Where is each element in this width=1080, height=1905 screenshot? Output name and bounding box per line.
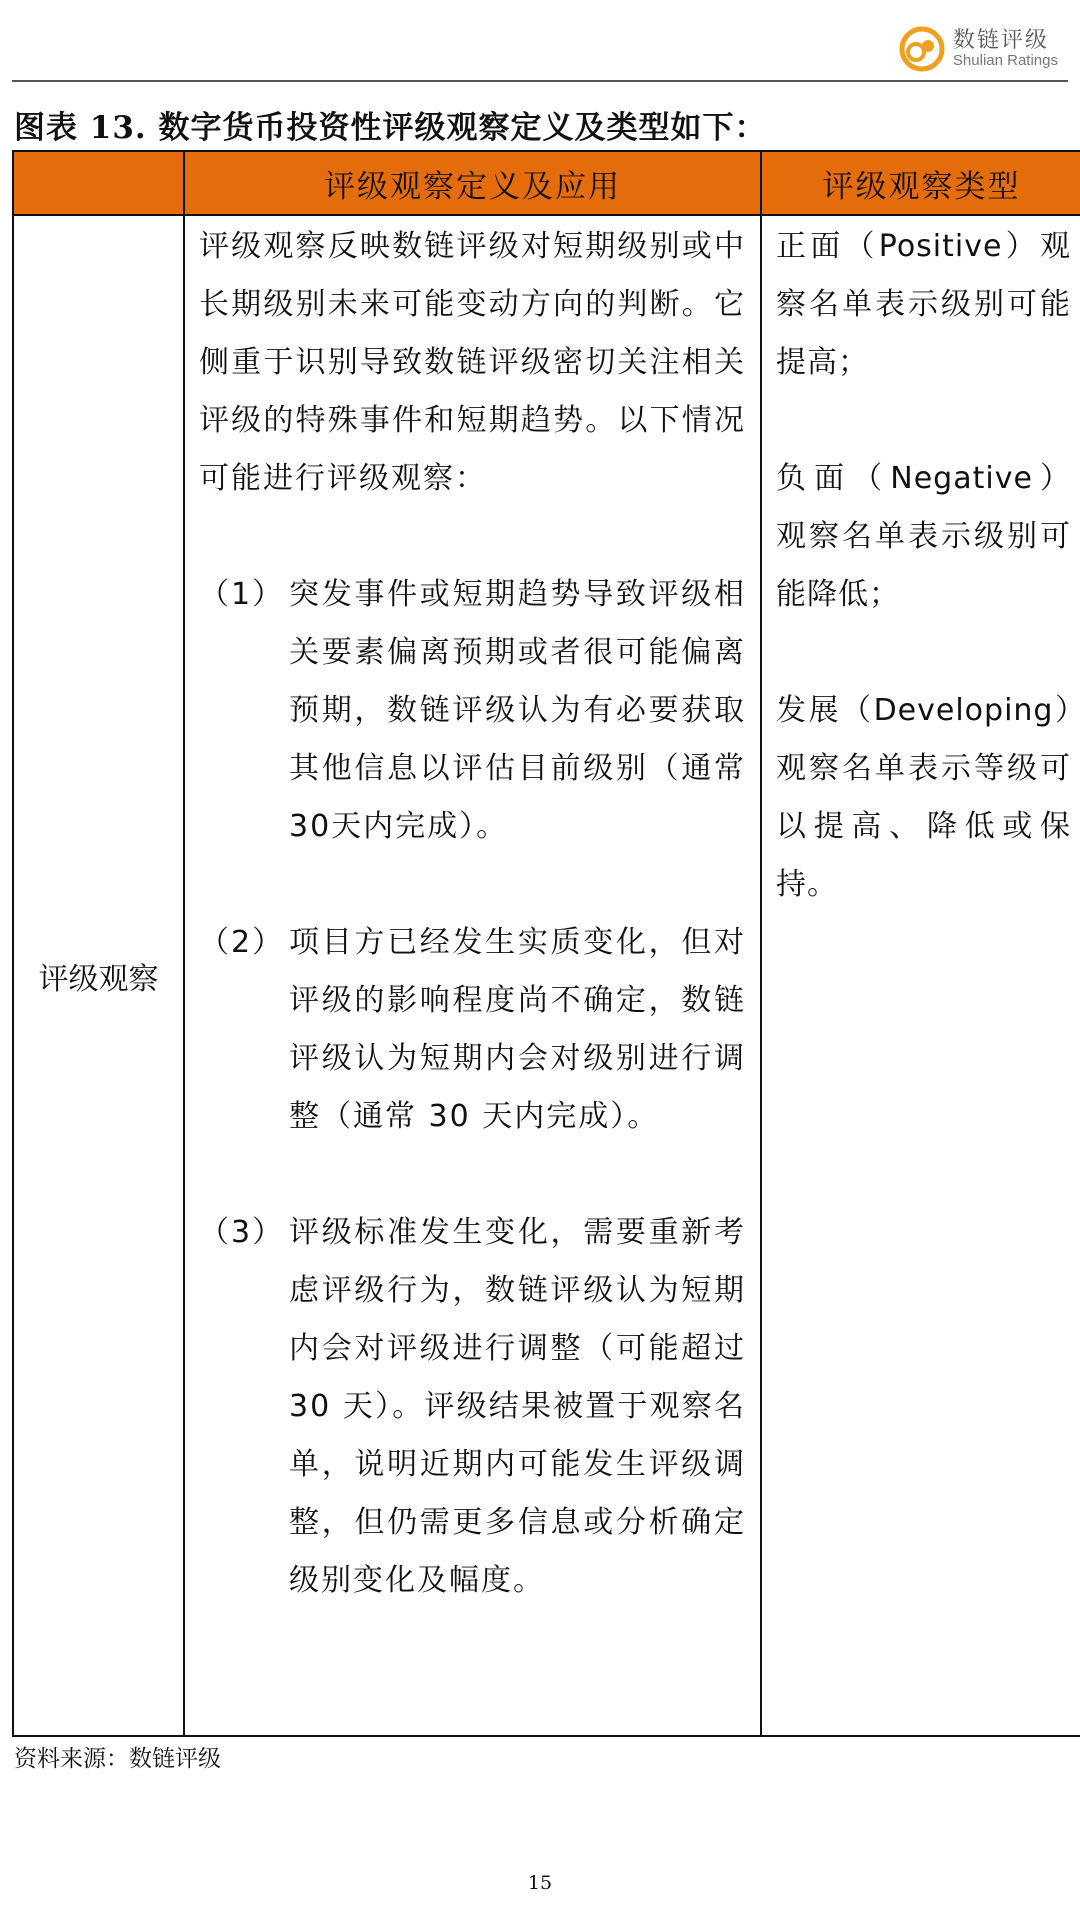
header-cell-definition: 评级观察定义及应用 [184, 151, 761, 215]
rating-watch-table [12, 150, 1080, 1737]
logo-en-text: Shulian Ratings [952, 51, 1058, 69]
shulian-logo-icon [899, 26, 945, 72]
logo-cn-text: 数链评级 [952, 27, 1049, 53]
list-item [199, 914, 746, 1146]
type-positive: 正面（Positive）观察名单表示级别可能提高； [776, 229, 1071, 380]
header-cell-types: 评级观察类型 [761, 151, 1080, 215]
page-number: 15 [527, 1872, 553, 1894]
list-item [199, 566, 746, 856]
source-note: 资料来源：数链评级 [14, 1746, 221, 1772]
type-negative: 负面（Negative）观察名单表示级别可能降低； [776, 461, 1071, 612]
list-item [199, 1204, 746, 1610]
definition-intro: 评级观察反映数链评级对短期级别或中长期级别未来可能变动方向的判断。它侧重于识别导致数链评级密切关注相关评级的特殊事件和短期趋势。以下情况可能进行评级观察： [199, 229, 746, 496]
row-label: 评级观察 [13, 215, 184, 1736]
types-cell [761, 215, 1080, 1736]
item-text: 突发事件或短期趋势导致评级相关要素偏离预期或者很可能偏离预期，数链评级认为有必要获取其他信息以评估目前级别（通常30天内完成）。 [289, 577, 746, 844]
definition-cell [184, 215, 761, 1736]
figure-caption: 图表 13. 数字货币投资性评级观察定义及类型如下： [14, 110, 767, 146]
type-developing: 发展（Developing）观察名单表示等级可以提高、降低或保持。 [776, 693, 1071, 902]
item-number: （2） [199, 925, 285, 960]
item-text: 评级标准发生变化，需要重新考虑评级行为，数链评级认为短期内会对评级进行调整（可能超过 30 天）。评级结果被置于观察名单，说明近期内可能发生评级调整，但仍需更多信息或分析确定级别变化及幅度。 [289, 1215, 746, 1598]
header-cell-empty [13, 151, 184, 215]
item-number: （1） [199, 577, 285, 612]
brand-logo [899, 26, 1058, 72]
item-text: 项目方已经发生实质变化，但对评级的影响程度尚不确定，数链评级认为短期内会对级别进行调整（通常 30 天内完成）。 [289, 925, 746, 1134]
item-number: （3） [199, 1215, 285, 1250]
header-rule [12, 80, 1068, 82]
